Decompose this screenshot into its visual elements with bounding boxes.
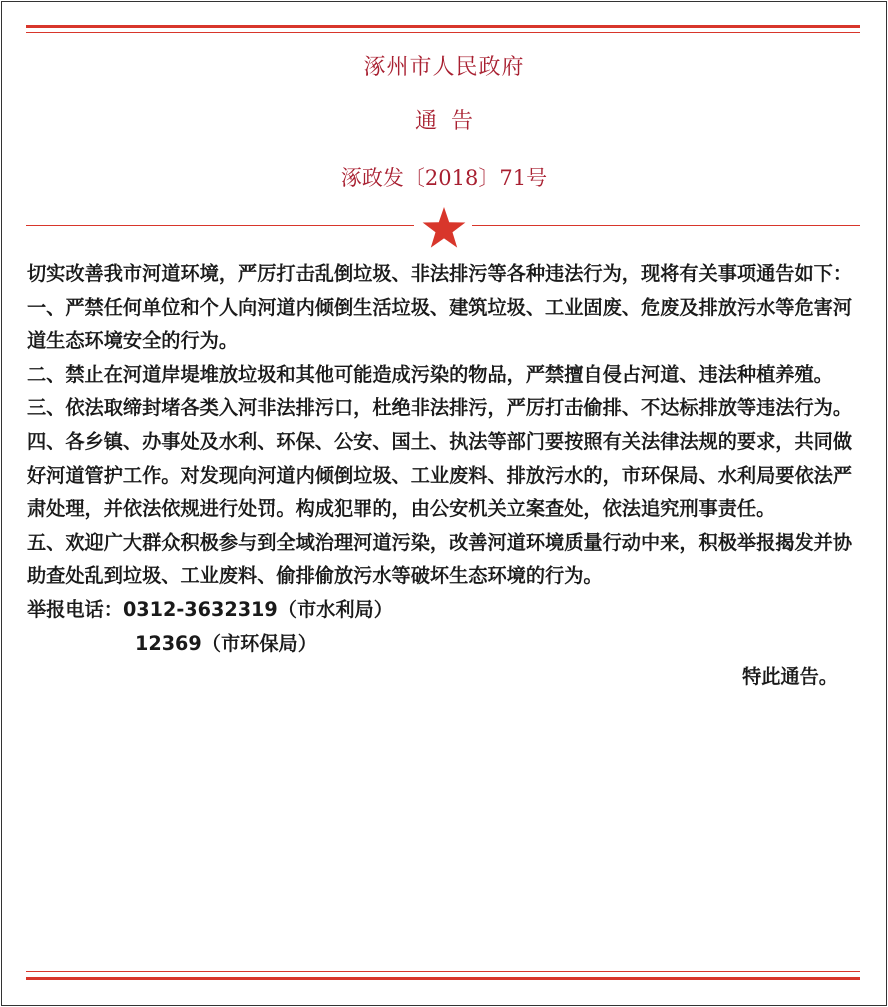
notice-body xyxy=(27,257,863,694)
intro-paragraph: 切实改善我市河道环境，严厉打击乱倒垃圾、非法排污等各种违法行为，现将有关事项通告如下： xyxy=(27,262,853,285)
item-4: 四、各乡镇、办事处及水利、环保、公安、国土、执法等部门要按照有关法律法规的要求，共同做好河道管护工作。对发现向河道内倾倒垃圾、工业废料、排放污水的，市环保局、水利局要依法严肃处理，并依法依规进行处罚。构成犯罪的，由公安机关立案查处，依法追究刑事责任。 xyxy=(27,429,853,521)
hotline-label: 举报电话： xyxy=(27,597,123,621)
document-type: 通 告 xyxy=(415,109,473,134)
hotline-line-1 xyxy=(27,593,863,627)
divider-left-line xyxy=(26,225,414,226)
issuer-title: 涿州市人民政府 xyxy=(363,55,525,80)
document-number: 涿政发〔2018〕71号 xyxy=(340,166,548,190)
bottom-border-thin xyxy=(26,971,860,972)
top-border-thin xyxy=(26,32,860,33)
item-5: 五、欢迎广大群众积极参与到全域治理河道污染，改善河道环境质量行动中来，积极举报揭发并协助查处乱到垃圾、工业废料、偷排偷放污水等破坏生态环境的行为。 xyxy=(27,530,853,588)
top-border-thick xyxy=(26,25,860,28)
hotline-number-2: 12369（市环保局） xyxy=(135,631,317,655)
divider-right-line xyxy=(472,225,860,226)
star-icon xyxy=(421,206,467,250)
hotline-number-1: 0312-3632319（市水利局） xyxy=(122,597,393,621)
item-2: 二、禁止在河道岸堤堆放垃圾和其他可能造成污染的物品，严禁擅自侵占河道、违法种植养殖。 xyxy=(27,362,833,386)
item-1: 一、严禁任何单位和个人向河道内倾倒生活垃圾、建筑垃圾、工业固废、危废及排放污水等危害河道生态环境安全的行为。 xyxy=(27,295,853,353)
bottom-border-thick xyxy=(26,977,860,980)
item-3: 三、依法取缔封堵各类入河非法排污口，杜绝非法排污，严厉打击偷排、不达标排放等违法行为。 xyxy=(27,396,853,420)
closing-text: 特此通告。 xyxy=(742,665,838,689)
